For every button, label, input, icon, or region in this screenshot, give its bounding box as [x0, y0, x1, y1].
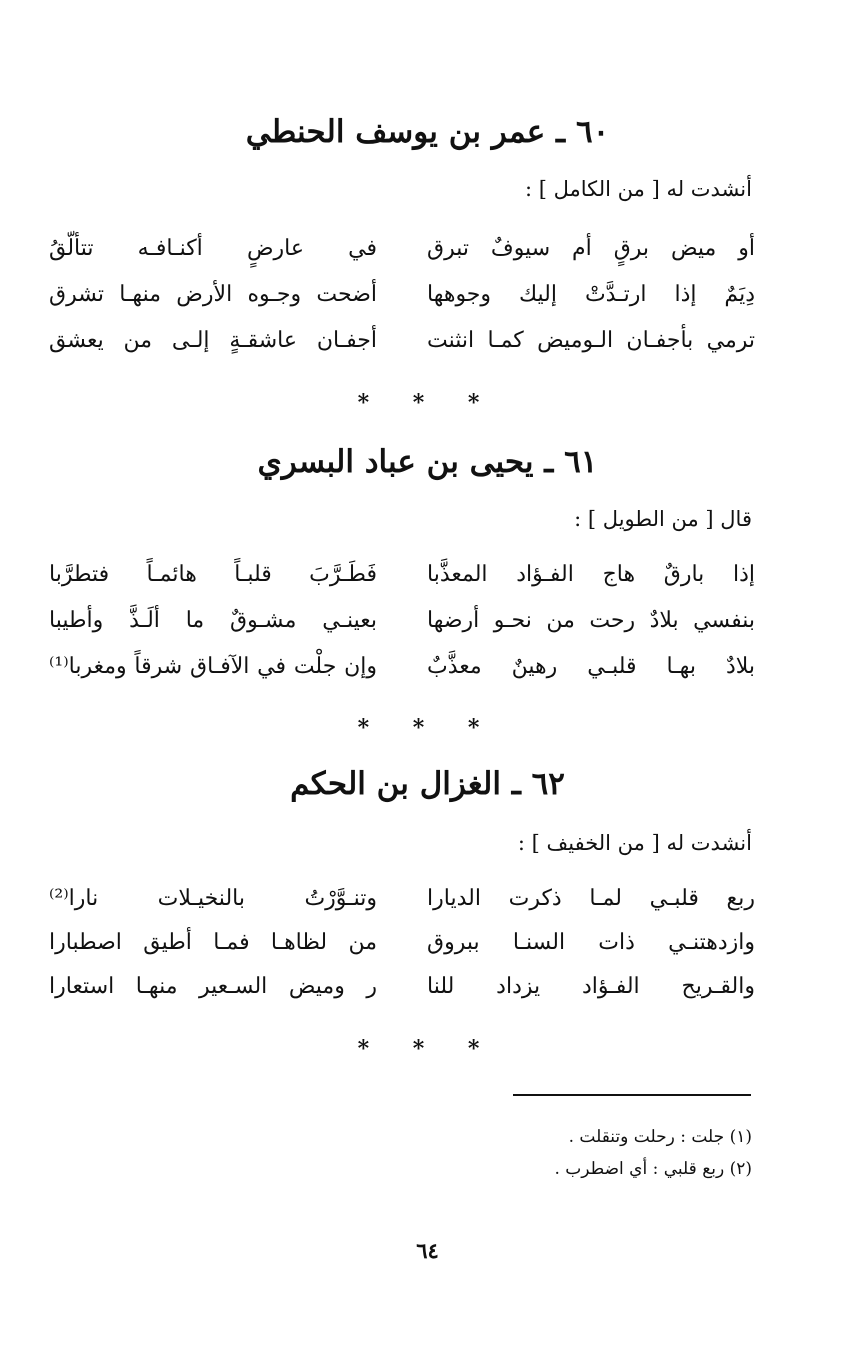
- verse-line: [0, 598, 855, 644]
- verse-second-hemistich: فَطَـرَّبَ قلبـاً هائمـاً فتطرَّبا: [49, 562, 377, 587]
- section-intro-62: أنشدت له [ من الخفيف ] :: [517, 831, 752, 855]
- verse-second-hemistich: أجفـان عاشقـةٍ إلـى من يعشق: [49, 328, 377, 353]
- verse-line: [0, 920, 855, 966]
- section-title-62: ٦٢ ـ الغزال بن الحكم: [290, 766, 565, 802]
- page-number: ٦٤: [416, 1238, 439, 1263]
- verse-second-hemistich: في عارضٍ أكنـافـه تتألّقُ: [49, 236, 377, 261]
- verse-line: [0, 964, 855, 1010]
- verse-first-hemistich: والقـريح الفـؤاد يزداد للنا: [427, 974, 755, 999]
- verse-line: [0, 318, 855, 364]
- section-title-60: ٦٠ ـ عمر بن يوسف الحنطي: [245, 114, 610, 150]
- verse-first-hemistich: وازدهتنـي ذات السنـا ببروق: [427, 930, 755, 955]
- section-intro-60: أنشدت له [ من الكامل ] :: [525, 177, 752, 201]
- verse-second-hemistich: أضحت وجـوه الأرض منهـا تشرق: [49, 282, 377, 307]
- verse-second-hemistich: بعينـي مشـوقٌ ما ألَـذَّ وأطيبا: [49, 608, 377, 633]
- verse-line: [0, 226, 855, 272]
- verse-second-hemistich: وإن جلْت في الآفـاق شرقاً ومغربا⁽¹⁾: [49, 654, 377, 679]
- section-separator: * * *: [357, 1036, 498, 1062]
- footnote-2: (٢) ربع قلبي : أي اضطرب .: [554, 1159, 752, 1179]
- verse-first-hemistich: ترمي بأجفـان الـوميض كمـا انثنت: [427, 328, 755, 353]
- verse-first-hemistich: بنفسي بلادٌ رحت من نحـو أرضها: [427, 608, 755, 633]
- verse-second-hemistich: وتنـوَّرْتُ بالنخيـلات نارا⁽²⁾: [49, 886, 377, 911]
- footnote-1: (١) جلت : رحلت وتنقلت .: [568, 1127, 752, 1147]
- section-separator: * * *: [357, 715, 498, 741]
- verse-line: [0, 876, 855, 922]
- verse-first-hemistich: إذا بارقٌ هاج الفـؤاد المعذَّبا: [427, 562, 755, 587]
- verse-second-hemistich: ر وميض السـعير منهـا استعارا: [49, 974, 377, 999]
- verse-first-hemistich: أو ميض برقٍ أم سيوفٌ تبرق: [427, 236, 755, 261]
- section-separator: * * *: [357, 390, 498, 416]
- footnote-divider: [513, 1094, 751, 1096]
- section-title-61: ٦١ ـ يحيى بن عباد البسري: [257, 444, 598, 480]
- verse-line: [0, 552, 855, 598]
- section-intro-61: قال [ من الطويل ] :: [574, 507, 752, 531]
- verse-first-hemistich: ربع قلبـي لمـا ذكرت الديارا: [427, 886, 755, 911]
- verse-line: [0, 272, 855, 318]
- verse-second-hemistich: من لظاهـا فمـا أطيق اصطبارا: [49, 930, 377, 955]
- verse-first-hemistich: بلادٌ بهـا قلبـي رهينٌ معذَّبٌ: [427, 654, 755, 679]
- verse-first-hemistich: دِيَمٌ إذا ارتـدَّتْ إليك وجوهها: [427, 282, 755, 307]
- verse-line: [0, 644, 855, 690]
